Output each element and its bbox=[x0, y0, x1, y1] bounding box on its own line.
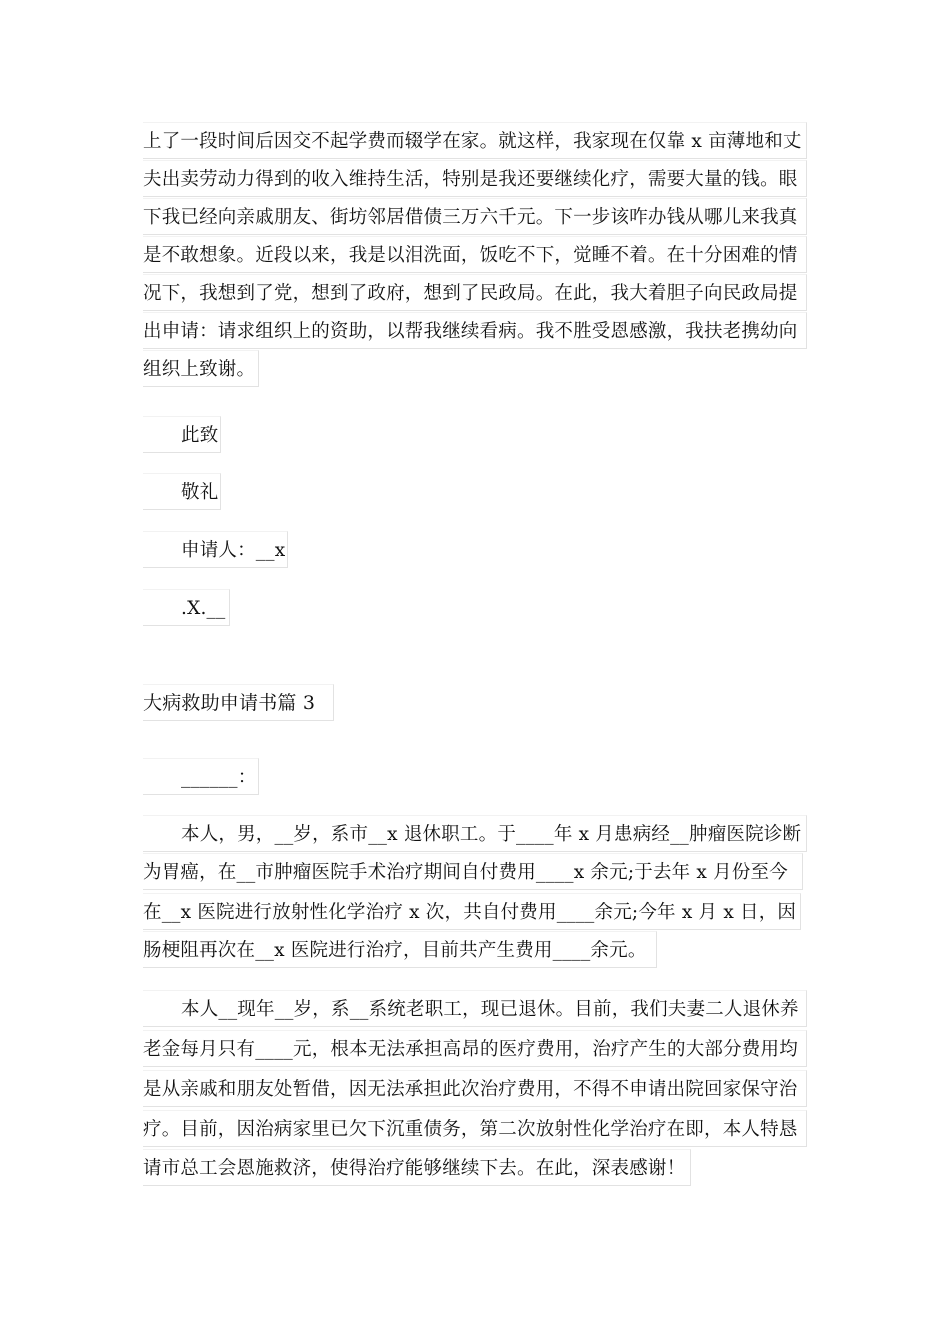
para2-line: 在__x 医院进行放射性化学治疗 x 次，共自付费用____余元;今年 x 月 x 日，因 bbox=[143, 893, 801, 930]
closing-greeting: 此致 bbox=[143, 416, 221, 453]
para3-line: 老金每月只有____元，根本无法承担高昂的医疗费用，治疗产生的大部分费用均 bbox=[143, 1030, 807, 1067]
section-title: 大病救助申请书篇 3 bbox=[143, 684, 334, 721]
para3-line: 请市总工会恩施救济，使得治疗能够继续下去。在此，深表感谢！ bbox=[143, 1149, 691, 1186]
para1-line: 夫出卖劳动力得到的收入维持生活，特别是我还要继续化疗，需要大量的钱。眼 bbox=[143, 160, 807, 197]
para3-line: 本人__现年__岁，系__系统老职工，现已退休。目前，我们夫妻二人退休养 bbox=[143, 990, 807, 1027]
closing-salute: 敬礼 bbox=[143, 473, 221, 510]
signature-date: .X.__ bbox=[143, 589, 230, 626]
para2-line: 本人，男，__岁，系市__x 退休职工。于____年 x 月患病经__肿瘤医院诊断 bbox=[143, 815, 807, 852]
para1-line: 是不敢想象。近段以来，我是以泪洗面，饭吃不下，觉睡不着。在十分困难的情 bbox=[143, 236, 807, 273]
para1-line: 上了一段时间后因交不起学费而辍学在家。就这样，我家现在仅靠 x 亩薄地和丈 bbox=[143, 122, 807, 159]
para3-line: 是从亲戚和朋友处暂借，因无法承担此次治疗费用，不得不申请出院回家保守治 bbox=[143, 1070, 807, 1107]
para2-line: 为胃癌，在__市肿瘤医院手术治疗期间自付费用____x 余元;于去年 x 月份至今 bbox=[143, 853, 803, 890]
para3-line: 疗。目前，因治病家里已欠下沉重债务，第二次放射性化学治疗在即，本人特恳 bbox=[143, 1110, 807, 1147]
para1-line: 下我已经向亲戚朋友、街坊邻居借债三万六千元。下一步该咋办钱从哪儿来我真 bbox=[143, 198, 807, 235]
para1-line: 况下，我想到了党，想到了政府，想到了民政局。在此，我大着胆子向民政局提 bbox=[143, 274, 807, 311]
para1-line: 出申请：请求组织上的资助，以帮我继续看病。我不胜受恩感激，我扶老携幼向 bbox=[143, 312, 807, 349]
para2-line: 肠梗阻再次在__x 医院进行治疗，目前共产生费用____余元。 bbox=[143, 931, 657, 968]
addressee-line: ______： bbox=[143, 758, 259, 795]
applicant-signature: 申请人：__x bbox=[143, 531, 288, 568]
para1-line: 组织上致谢。 bbox=[143, 350, 259, 387]
